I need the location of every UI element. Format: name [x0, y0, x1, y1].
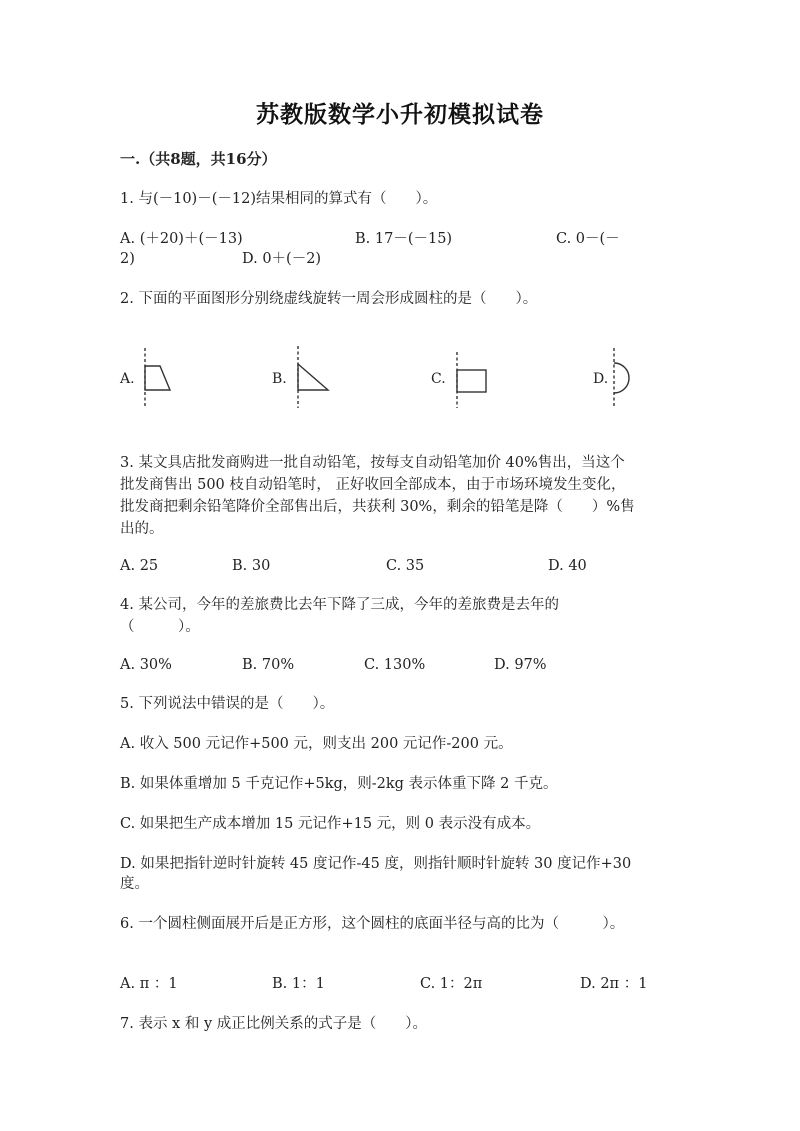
question-3-line-3: 批发商把剩余铅笔降价全部售出后，共获利 30%，剩余的铅笔是降（ ）%售: [120, 499, 635, 515]
page-title: 苏教版数学小升初模拟试卷: [256, 101, 544, 128]
q2-option-d-label[interactable]: D.: [593, 371, 609, 387]
q1-option-d[interactable]: D. 0＋(－2): [242, 251, 322, 267]
q2-figure-rectangle[interactable]: [448, 350, 492, 410]
q1-option-c-continued: 2): [120, 251, 135, 267]
q2-option-b-label[interactable]: B.: [272, 371, 287, 387]
q4-option-b[interactable]: B. 70%: [242, 657, 295, 673]
q4-option-a[interactable]: A. 30%: [120, 657, 172, 673]
q5-option-b[interactable]: B. 如果体重增加 5 千克记作+5kg，则-2kg 表示体重下降 2 千克。: [120, 776, 558, 792]
section-heading: 一.（共8题，共16分）: [120, 150, 277, 168]
q2-figure-triangle[interactable]: [288, 344, 332, 410]
question-2-stem: 2. 下面的平面图形分别绕虚线旋转一周会形成圆柱的是（ ）。: [120, 291, 538, 307]
question-7-stem: 7. 表示 x 和 y 成正比例关系的式子是（ ）。: [120, 1016, 427, 1032]
q2-option-c-label[interactable]: C.: [431, 371, 446, 387]
question-4-line-1: 4. 某公司，今年的差旅费比去年下降了三成，今年的差旅费是去年的: [120, 597, 559, 613]
q1-option-a[interactable]: A. (＋20)＋(－13): [120, 231, 243, 247]
q6-option-c[interactable]: C. 1：2π: [420, 976, 483, 992]
q3-option-a[interactable]: A. 25: [120, 558, 159, 574]
q4-option-d[interactable]: D. 97%: [494, 657, 547, 673]
q3-option-c[interactable]: C. 35: [386, 558, 425, 574]
q5-option-c[interactable]: C. 如果把生产成本增加 15 元记作+15 元，则 0 表示没有成本。: [120, 816, 541, 832]
q1-option-b[interactable]: B. 17－(－15): [355, 231, 453, 247]
question-5-stem: 5. 下列说法中错误的是（ ）。: [120, 696, 335, 712]
question-3-line-1: 3. 某文具店批发商购进一批自动铅笔，按每支自动铅笔加价 40%售出，当这个: [120, 455, 625, 471]
q2-option-a-label[interactable]: A.: [120, 371, 135, 387]
q5-option-d-continued: 度。: [120, 876, 149, 892]
q6-option-a[interactable]: A. π ：1: [120, 976, 178, 992]
question-1-stem: 1. 与(－10)－(－12)结果相同的算式有（ ）。: [120, 191, 438, 207]
q4-option-c[interactable]: C. 130%: [364, 657, 426, 673]
question-6-stem: 6. 一个圆柱侧面展开后是正方形，这个圆柱的底面半径与高的比为（ ）。: [120, 916, 625, 932]
question-3-line-4: 出的。: [120, 521, 164, 537]
q5-option-d[interactable]: D. 如果把指针逆时针旋转 45 度记作-45 度，则指针顺时针旋转 30 度记作+30: [120, 856, 632, 872]
q6-option-d[interactable]: D. 2π ：1: [580, 976, 648, 992]
q2-figure-trapezoid[interactable]: [136, 346, 180, 410]
q3-option-b[interactable]: B. 30: [232, 558, 271, 574]
question-3-line-2: 批发商售出 500 枝自动铅笔时， 正好收回全部成本，由于市场环境发生变化，: [120, 477, 626, 493]
q5-option-a[interactable]: A. 收入 500 元记作+500 元，则支出 200 元记作-200 元。: [120, 736, 513, 752]
q3-option-d[interactable]: D. 40: [548, 558, 587, 574]
q1-option-c[interactable]: C. 0－(－: [556, 231, 620, 247]
question-4-line-2: （ ）。: [120, 619, 200, 635]
q2-figure-semicircle[interactable]: [604, 346, 644, 410]
q6-option-b[interactable]: B. 1：1: [272, 976, 325, 992]
